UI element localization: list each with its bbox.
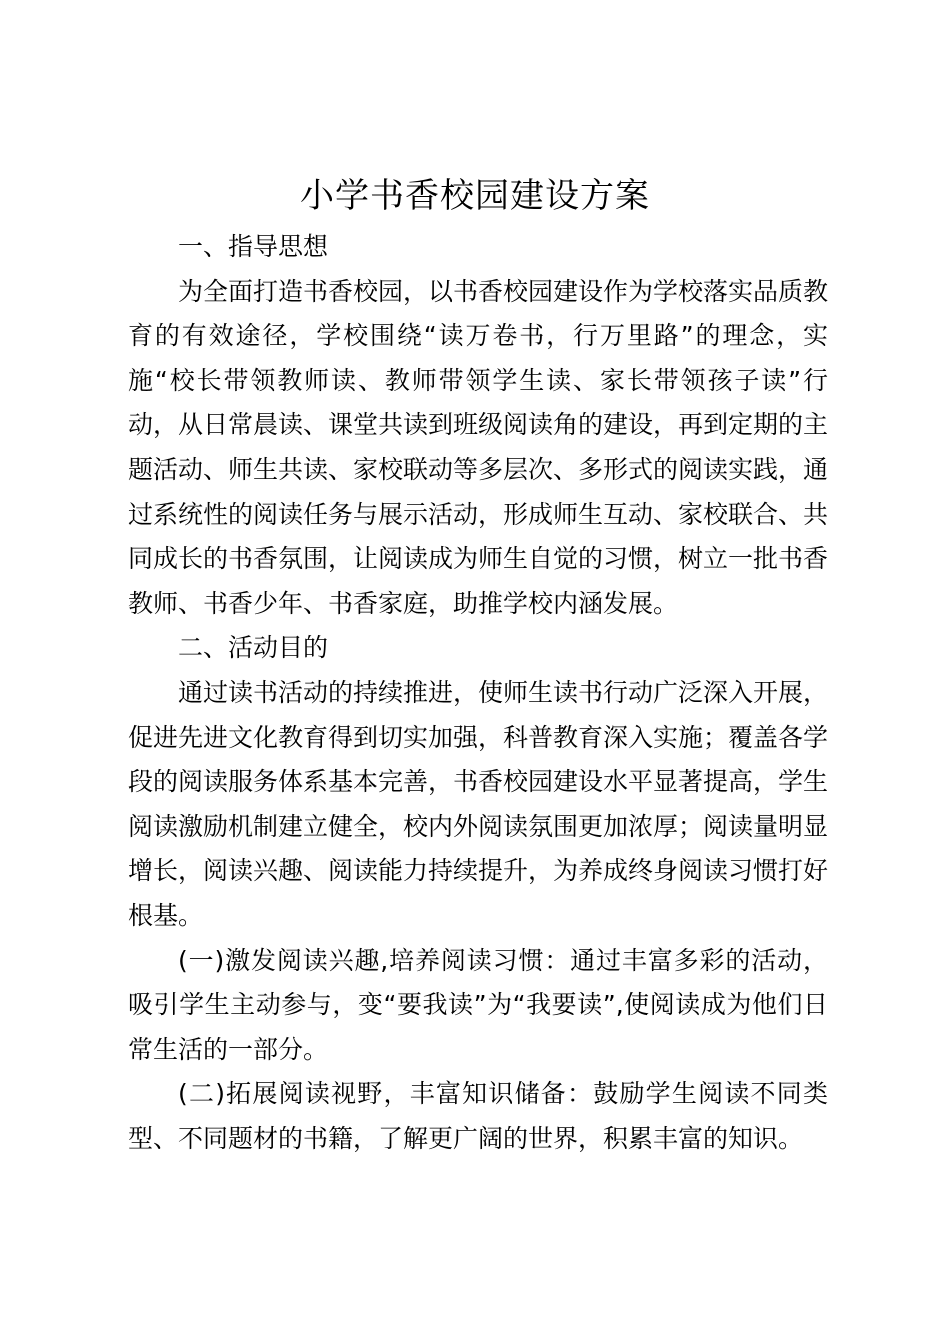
document-body xyxy=(128,225,828,1161)
paragraph-reading-horizon: (二)拓展阅读视野，丰富知识储备：鼓励学生阅读不同类型、不同题材的书籍，了解更广阔的世界，积累丰富的知识。 xyxy=(128,1079,828,1153)
paragraph-reading-interest: (一)激发阅读兴趣,培养阅读习惯：通过丰富多彩的活动，吸引学生主动参与，变“要我读”为“我要读”,使阅读成为他们日常生活的一部分。 xyxy=(128,945,828,1064)
paragraph-guiding-thought: 为全面打造书香校园，以书香校园建设作为学校落实品质教育的有效途径，学校围绕“读万卷书，行万里路”的理念，实施“校长带领教师读、教师带领学生读、家长带领孩子读”行动，从日常晨读、课堂共读到班级阅读角的建设，再到定期的主题活动、师生共读、家校联动等多层次、多形式的阅读实践，通过系统性的阅读任务与展示活动，形成师生互动、家校联合、共同成长的书香氛围，让阅读成为师生自觉的习惯，树立一批书香教师、书香少年、书香家庭，助推学校内涵发展。 xyxy=(128,276,829,618)
section-heading-activity-purpose: 二、活动目的 xyxy=(178,633,329,663)
document-title: 小学书香校园建设方案 xyxy=(300,176,650,216)
paragraph-activity-purpose: 通过读书活动的持续推进，使师生读书行动广泛深入开展，促进先进文化教育得到切实加强，科普教育深入实施；覆盖各学段的阅读服务体系基本完善，书香校园建设水平显著提高，学生阅读激励机制建立健全，校内外阅读氛围更加浓厚；阅读量明显增长，阅读兴趣、阅读能力持续提升，为养成终身阅读习惯打好根基。 xyxy=(128,677,829,930)
section-heading-guiding-thought: 一、指导思想 xyxy=(178,232,329,261)
